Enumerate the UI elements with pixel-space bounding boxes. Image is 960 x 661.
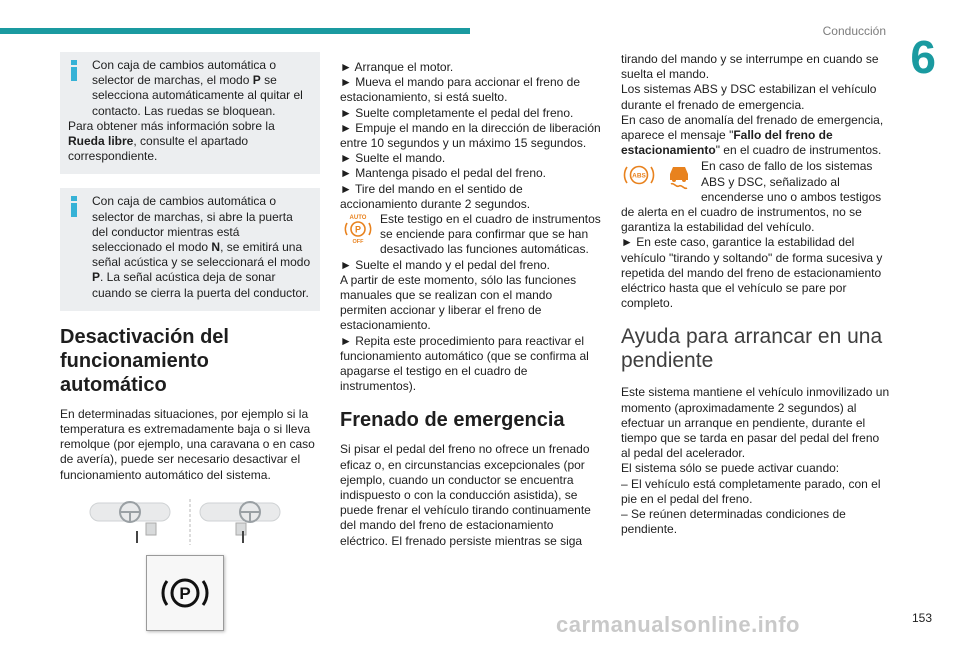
- info-box-door-open: [60, 188, 320, 310]
- paragraph: tirando del mando y se interrumpe en cuando se suelta el mando.: [621, 52, 879, 82]
- dsc-warning-icon: [661, 159, 697, 195]
- step: ► En este caso, garantice la estabilidad del vehículo "tirando y soltando" de forma sucesiva y repetida del mando del freno de estacionamiento eléctrico hasta que el vehículo se pare por completo.: [621, 235, 883, 311]
- column-middle: [340, 60, 602, 549]
- abs-dsc-warning: [621, 159, 891, 235]
- condition: – El vehículo está completamente parado, con el pie en el pedal del freno.: [621, 476, 881, 506]
- step: ► Suelte completamente el pedal del freno.: [340, 105, 574, 120]
- step: ► Suelte el mando.: [340, 151, 446, 166]
- step: ► Mueva el mando para accionar el freno de estacionamiento, si está suelto.: [340, 75, 581, 105]
- step: ► Suelte el mando y el pedal del freno.: [340, 257, 551, 272]
- watermark: carmanualsonline.info: [556, 612, 800, 637]
- chapter-number: 6: [910, 31, 936, 83]
- heading-emergency: Frenado de emergencia: [340, 409, 565, 432]
- auto-off-text: Este testigo en el cuadro de instrumentos se enciende para confirmar que se han desactivado las funciones automáticas.: [380, 212, 601, 257]
- abs-label: ABS: [632, 172, 646, 180]
- info-icon: [69, 60, 79, 82]
- info-text: Con caja de cambios automática o selector de marchas, el modo: [92, 58, 277, 88]
- step: ► Repita este procedimiento para reactivar el funcionamiento automático (que se confirma al apagarse el testigo en el cuadro de instrumentos).: [340, 333, 589, 394]
- heading-hill-start: Ayuda para arrancar en una pendiente: [621, 325, 883, 373]
- bold-term: Rueda libre: [68, 134, 134, 149]
- paragraph: En caso de anomalía del frenado de emergencia, aparece el mensaje ": [621, 112, 884, 143]
- section-title: Conducción: [822, 24, 886, 38]
- step: ► Empuje el mando en la dirección de liberación entre 10 segundos y un máximo 15 segundos.: [340, 120, 601, 151]
- abs-warning-icon: [621, 159, 657, 195]
- step: ► Mantenga pisado el pedal del freno.: [340, 166, 547, 181]
- auto-off-warning: [340, 212, 602, 258]
- auto-label: AUTO: [349, 215, 367, 222]
- heading-deactivation: Desactivación del funcionamiento automático: [60, 325, 229, 396]
- parking-brake-switch: [146, 555, 224, 631]
- info-text: , se emitirá una señal acústica y se seleccionará el modo: [92, 240, 311, 270]
- info-text: , consulte el apartado correspondiente.: [68, 134, 249, 164]
- illustration-steering-wheels: [60, 497, 320, 657]
- paragraph-emergency: Si pisar el pedal del freno no ofrece un frenado eficaz o, en circunstancias excepcionales (por ejemplo, cuando un conductor se encuentra indispuesto o con la conducción asistida), se puede frenar el vehículo tirando continuamente del mando del freno de estacionamiento eléctrico. El frenado persiste mientras se siga: [340, 442, 591, 548]
- auto-off-icon: [340, 212, 376, 248]
- paragraph-manual: A partir de este momento, sólo las funciones manuales que se realizan con el mando permiten accionar y liberar el freno de estacionamiento.: [340, 272, 577, 333]
- paragraph-deactivation: En determinadas situaciones, por ejemplo si la temperatura es extremadamente baja o si lleva remolque (por ejemplo, una caravana o en caso de avería), puede ser necesario desactivar el funcionamiento automático del sistema.: [60, 406, 315, 482]
- info-text: Para obtener más información sobre la: [68, 118, 275, 133]
- message-text: Fallo del freno de estacionamiento: [621, 128, 833, 158]
- abs-dsc-text: En caso de fallo de los sistemas ABS y DSC, señalizado al encenderse uno o ambos testigos de alerta en el cuadro de instrumentos, no se garantiza la estabilidad del vehículo.: [621, 159, 882, 235]
- paragraph-hill: Este sistema mantiene el vehículo inmovilizado un momento (aproximadamente 2 segundos) al efectuar un arranque en pendiente, durante el tiempo que se tarda en pasar del pedal del freno al pedal del acelerador.: [621, 385, 890, 461]
- step: ► Arranque el motor.: [340, 60, 454, 74]
- info-text: Con caja de cambios automática o selector de marchas, si abre la puerta del conductor mientras está seleccionado el modo: [92, 194, 293, 255]
- column-right: [621, 52, 891, 537]
- mode-letter: P: [92, 270, 101, 285]
- step: ► Tire del mando en el sentido de accionamiento durante 2 segundos.: [340, 181, 531, 211]
- svg-text:P: P: [179, 583, 191, 603]
- svg-text:P: P: [354, 224, 362, 235]
- off-label: OFF: [352, 239, 364, 245]
- info-text: . La señal acústica deja de sonar cuando se cierra la puerta del conductor.: [92, 270, 309, 300]
- paragraph-hill: El sistema sólo se puede activar cuando:: [621, 461, 840, 476]
- info-box-park-mode: [60, 52, 320, 174]
- info-icon: [69, 196, 79, 218]
- parking-brake-icon: [147, 556, 223, 630]
- info-text: se selecciona automáticamente al quitar el contacto. Las ruedas se bloquean.: [92, 73, 303, 118]
- column-left: [60, 52, 320, 657]
- mode-letter: P: [252, 73, 261, 88]
- condition: – Se reúnen determinadas condiciones de pendiente.: [621, 507, 846, 537]
- paragraph: " en el cuadro de instrumentos.: [715, 143, 882, 158]
- mode-letter: N: [211, 240, 221, 255]
- page-number: 153: [911, 611, 932, 625]
- header-accent-bar: [0, 28, 470, 34]
- paragraph: Los sistemas ABS y DSC estabilizan el vehículo durante el frenado de emergencia.: [621, 82, 877, 112]
